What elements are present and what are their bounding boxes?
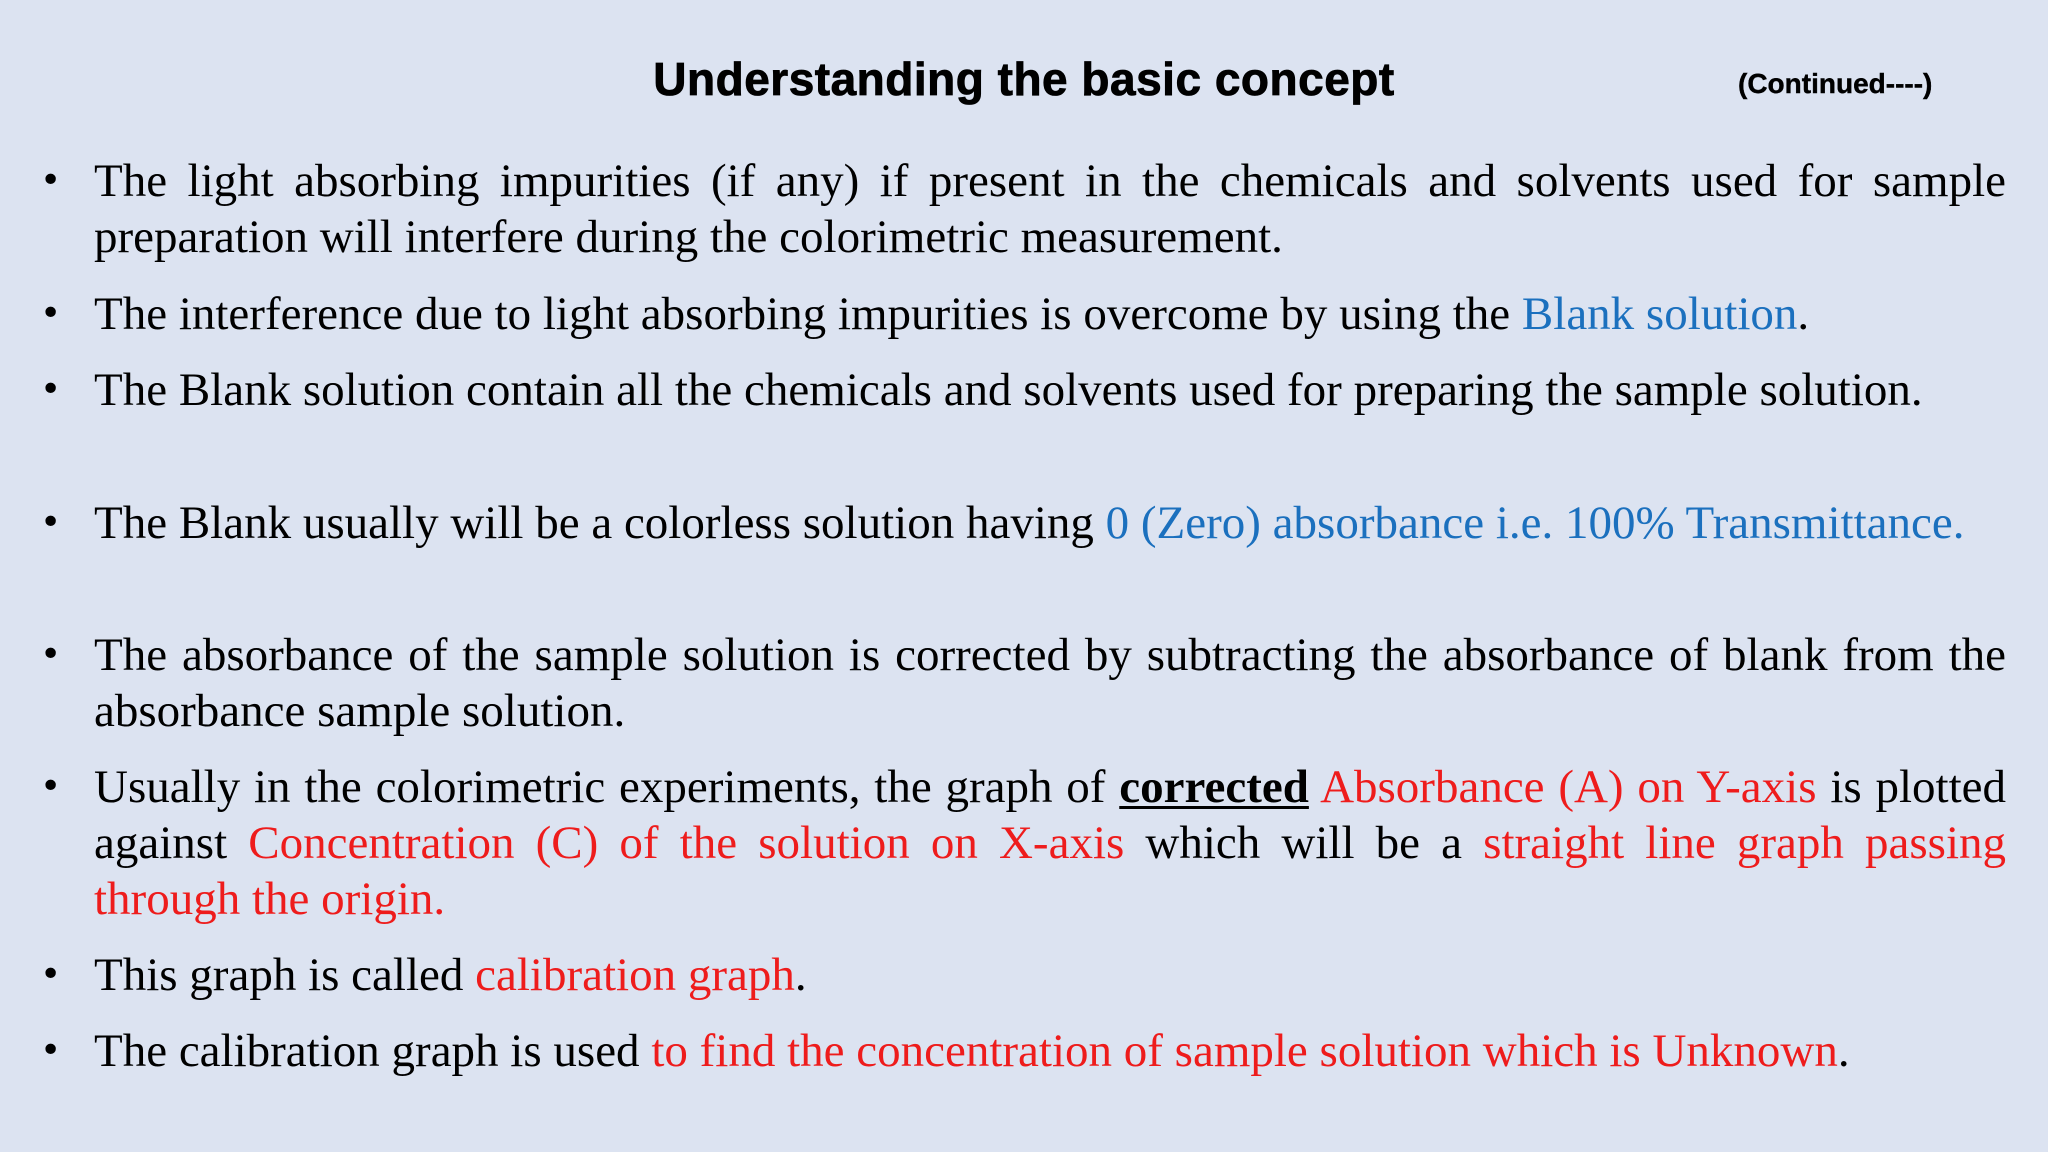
highlight-zero-absorbance: 0 (Zero) absorbance i.e. 100% Transmittance. [1105,497,1965,549]
bullet-dot-icon: • [40,160,62,201]
bullet-dot-icon: • [40,1030,62,1071]
bullet-dot-icon: • [40,634,62,675]
bullet-text: The Blank usually will be a colorless solution having [94,497,1106,549]
bullet-dot-icon: • [40,954,62,995]
highlight-concentration-x-axis: Concentration (C) of the solution on X-axis [248,817,1125,869]
bullet-text-end: . [1837,1025,1850,1077]
bullet-item [40,495,2006,551]
highlight-blank-solution: Blank solution [1521,288,1798,340]
bullet-text: The calibration graph is used [94,1025,652,1077]
slide-title: Understanding the basic concept [653,53,1395,105]
bullet-item [40,362,2006,418]
bullet-text: The light absorbing impurities (if any) if present in the chemicals and solvents used for sample preparation will interfere during the colorimetric measurement. [94,155,2006,263]
bullet-text-mid: is plotted against [94,761,2007,869]
bullet-dot-icon: • [40,369,62,410]
bullet-text-end: . [794,949,807,1001]
bullet-text-mid2: which will be a [1124,817,1484,869]
highlight-find-concentration: to find the concentration of sample solution which is Unknown [651,1025,1838,1077]
continued-label: (Continued----) [1738,68,1933,99]
emphasis-corrected: corrected [1119,761,1309,813]
bullet-item [40,627,2006,739]
bullet-text: The interference due to light absorbing impurities is overcome by using the [94,288,1522,340]
bullet-text: The Blank solution contain all the chemicals and solvents used for preparing the sample solution. [94,364,1923,416]
bullet-item [40,286,2006,342]
bullet-item [40,153,2006,265]
bullet-dot-icon: • [40,502,62,543]
bullet-text: The absorbance of the sample solution is corrected by subtracting the absorbance of blank from the absorbance sample solution. [94,629,2006,737]
bullet-item [40,947,2006,1003]
bullet-dot-icon: • [40,766,62,807]
highlight-absorbance-y-axis: Absorbance (A) on Y-axis [1308,761,1817,813]
bullet-text: Usually in the colorimetric experiments, the graph of [94,761,1120,813]
highlight-calibration-graph: calibration graph [475,949,795,1001]
bullet-text: This graph is called [94,949,476,1001]
bullet-dot-icon: • [40,293,62,334]
bullet-item [40,1023,2006,1079]
bullet-item [40,759,2007,927]
bullet-text-end: . [1797,288,1810,340]
highlight-straight-line: straight line graph passing through the origin. [94,817,2007,925]
